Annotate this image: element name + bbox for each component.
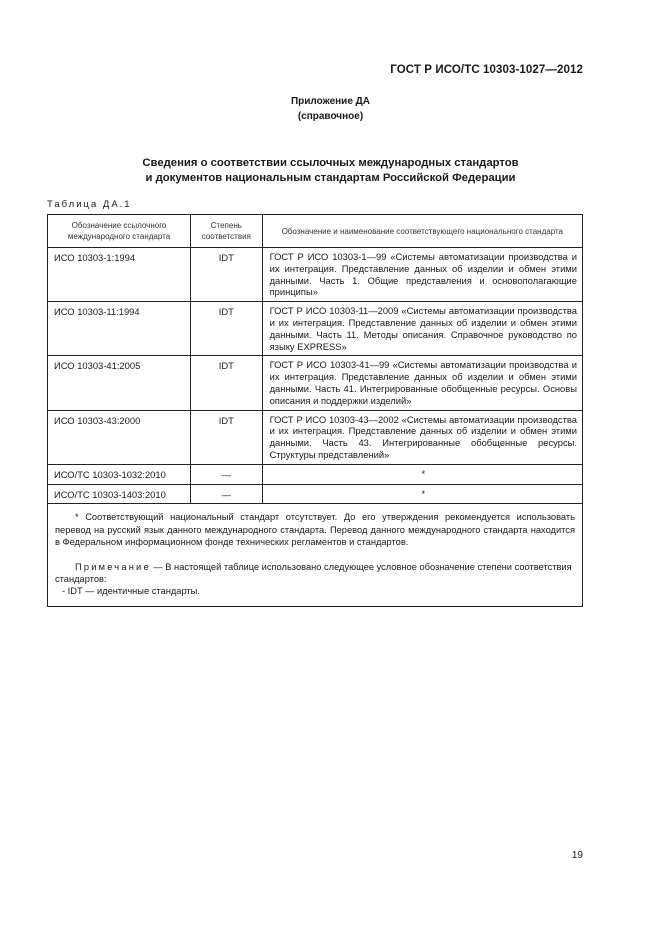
cell-national: ГОСТ Р ИСО 10303-11—2009 «Системы автоматизации производства и их интеграция. Представление данных об изделии и обмен этими данными. Часть 11. Методы описания. Справочное руководство по языку EXPRESS» [262,302,582,356]
cell-national: ГОСТ Р ИСО 10303-1—99 «Системы автоматизации производства и их интеграция. Представление данных об изделии и обмен этими данными. Часть 1. Общие представления и основополагающие принципы» [262,248,582,302]
table-row [48,410,583,464]
note [55,561,575,585]
table-row [48,356,583,410]
appendix-title: Приложение ДА [290,96,371,107]
note-label: Примечание [75,561,151,572]
correspondence-table [47,214,583,607]
column-header-ref: Обозначение ссылочного международного стандарта [48,215,191,248]
note-item: - IDT — идентичные стандарты. [62,586,200,597]
cell-national: * [262,484,582,504]
appendix-label [0,94,661,124]
cell-degree: IDT [191,410,263,464]
cell-degree: IDT [191,302,263,356]
note-text: — В настоящей таблице использовано следующее условное обозначение степени соответствия стандартов: [55,561,572,585]
table-notes [48,504,583,606]
footnote: * Соответствующий национальный стандарт отсутствует. До его утверждения рекомендуется использовать перевод на русский язык данного международного стандарта. Перевод данного международного стандарта находится в Федеральном информационном фонде технических регламентов и стандартов. [55,512,575,547]
page-number: 19 [571,850,583,861]
standard-code-header: ГОСТ Р ИСО/ТС 10303-1027—2012 [390,64,583,76]
cell-ref: ИСО 10303-41:2005 [48,356,191,410]
cell-ref: ИСО/ТС 10303-1403:2010 [48,484,191,504]
table-row [48,302,583,356]
section-heading [0,156,661,186]
table-notes-row [48,504,583,606]
column-header-degree: Степень соответствия [191,215,263,248]
cell-national: ГОСТ Р ИСО 10303-43—2002 «Системы автоматизации производства и их интеграция. Представление данных об изделии и обмен этими данными. Часть 43. Интегрированные обобщенные ресурсы. Структуры представлений» [262,410,582,464]
cell-ref: ИСО/ТС 10303-1032:2010 [48,464,191,484]
cell-national: ГОСТ Р ИСО 10303-41—99 «Системы автоматизации производства и их интеграция. Представление данных об изделии и обмен этими данными. Часть 41. Интегрированные обобщенные ресурсы. Основы описания и поддержки изделий» [262,356,582,410]
table-header-row [48,215,583,248]
table-row [48,484,583,504]
appendix-subtitle: (справочное) [297,111,364,122]
table-row [48,464,583,484]
table-caption: Таблица ДА.1 [47,199,132,210]
cell-ref: ИСО 10303-1:1994 [48,248,191,302]
cell-degree: — [191,464,263,484]
cell-ref: ИСО 10303-43:2000 [48,410,191,464]
cell-national: * [262,464,582,484]
heading-line-2: и документов национальным стандартам Российской Федерации [145,172,516,184]
heading-line-1: Сведения о соответствии ссылочных международных стандартов [142,157,519,169]
table-row [48,248,583,302]
column-header-national: Обозначение и наименование соответствующего национального стандарта [262,215,582,248]
cell-degree: — [191,484,263,504]
cell-ref: ИСО 10303-11:1994 [48,302,191,356]
cell-degree: IDT [191,356,263,410]
cell-degree: IDT [191,248,263,302]
